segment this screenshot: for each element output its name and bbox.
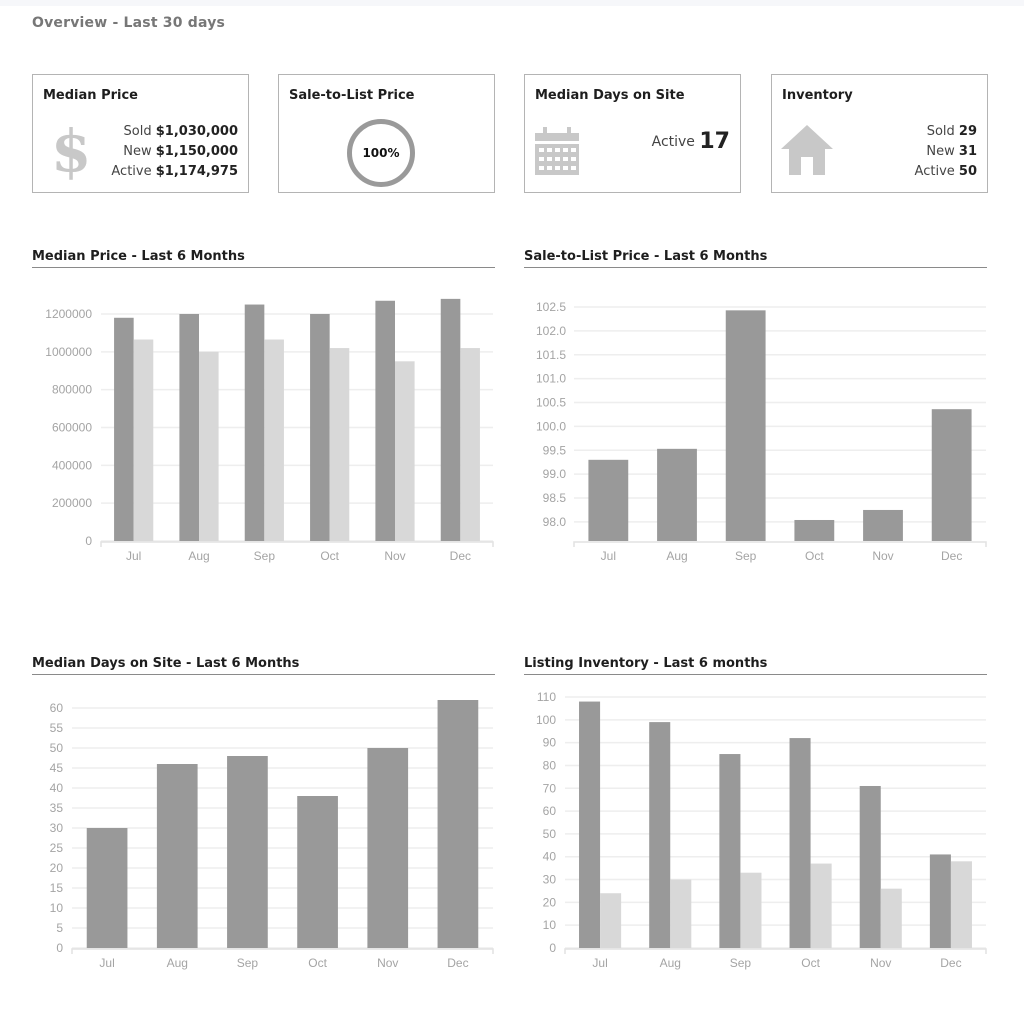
bar-jul-1[interactable] [114,318,134,541]
bar-sep-1[interactable] [227,756,268,948]
x-tick-label: Oct [801,956,820,970]
y-tick-label: 0 [85,534,92,548]
bar-dec-2[interactable] [951,861,972,948]
bar-jul-1[interactable] [588,460,628,541]
y-tick-label: 100 [535,712,556,727]
bar-jul-1[interactable] [87,828,128,948]
y-tick-label: 101.5 [535,347,566,362]
bar-dec-1[interactable] [930,854,951,948]
x-tick-label: Sep [734,549,757,563]
calendar-icon [535,127,579,175]
y-tick-label: 98.5 [542,491,566,506]
stat-label: Active [914,164,955,179]
listing-inventory-chart [512,690,1002,980]
x-tick-label: Aug [188,549,210,563]
stat-value: 17 [699,129,730,154]
y-tick-label: 40 [49,781,63,795]
x-axis [72,949,493,954]
dollar-icon: $ [51,117,92,185]
x-tick-label: Dec [940,549,963,563]
y-tick-label: 45 [49,761,63,775]
x-tick-label: Sep [253,549,276,563]
chart-svg [32,690,497,980]
x-axis [574,542,986,547]
bar-nov-2[interactable] [881,889,902,948]
y-tick-label: 10 [49,901,63,915]
chart-svg [512,690,1002,980]
y-tick-label: 10 [542,918,556,933]
y-tick-label: 35 [49,801,63,815]
y-tick-label: 800000 [51,382,92,397]
stat-value: $1,030,000 [155,124,238,139]
median-price-card [32,74,249,193]
stat-label: New [926,144,955,159]
x-tick-label: Dec [447,956,469,970]
y-tick-label: 100.0 [535,419,566,434]
bar-sep-1[interactable] [719,754,740,948]
stat-row-sold [111,122,238,142]
bar-oct-2[interactable] [330,348,350,541]
listing-inventory-chart-title: Listing Inventory - Last 6 months [524,656,768,671]
y-tick-label: 50 [542,826,556,841]
bar-nov-1[interactable] [367,748,408,948]
sale-to-list-card [278,74,495,193]
x-tick-label: Nov [870,956,892,970]
y-tick-label: 99.5 [542,443,566,458]
chart-svg [32,290,497,570]
bar-oct-1[interactable] [310,314,330,541]
days-on-site-card [524,74,741,193]
stat-row-sold [915,122,977,142]
y-tick-label: 102.5 [535,300,566,314]
bar-nov-1[interactable] [863,510,903,541]
percent-ring [347,119,415,187]
stat-value: $1,150,000 [155,144,238,159]
y-tick-label: 99.0 [542,467,566,482]
y-tick-label: 90 [542,735,556,750]
y-tick-label: 40 [542,849,556,864]
stat-value: $1,174,975 [155,164,238,179]
y-tick-label: 80 [542,758,556,773]
y-tick-label: 101.0 [535,371,566,386]
y-tick-label: 110 [536,690,556,704]
y-tick-label: 15 [49,881,63,895]
bar-aug-2[interactable] [199,352,219,541]
x-tick-label: Jul [600,549,617,563]
days-on-site-chart [32,690,497,980]
bar-oct-1[interactable] [297,796,338,948]
chart-svg [512,290,1002,570]
y-tick-label: 55 [49,721,63,735]
y-tick-label: 5 [56,921,63,935]
divider [32,674,495,675]
median-price-chart [32,290,497,570]
median-price-stats [111,122,238,182]
card-title: Sale-to-List Price [289,88,415,103]
y-tick-label: 60 [542,804,556,819]
percent-value: 100% [362,146,400,160]
x-tick-label: Jul [125,549,142,563]
stat-value: 50 [958,164,977,179]
stat-label: Active [111,164,152,179]
bar-aug-2[interactable] [670,880,691,948]
stat-row-active [111,162,238,182]
y-tick-label: 1000000 [45,344,92,359]
bar-dec-1[interactable] [441,299,461,541]
x-tick-label: Aug [666,549,688,563]
stat-row-new [111,142,238,162]
bar-jul-2[interactable] [600,893,621,948]
inventory-card [771,74,988,193]
stat-value: 29 [958,124,977,139]
stat-label: New [123,144,152,159]
y-tick-label: 25 [49,841,63,855]
days-active-stat [652,129,730,154]
stat-value: 31 [958,144,977,159]
house-icon [781,125,833,175]
bar-aug-1[interactable] [179,314,199,541]
x-axis [101,542,493,547]
y-tick-label: 98.0 [542,514,566,529]
x-tick-label: Oct [320,549,340,563]
bar-sep-1[interactable] [726,310,766,541]
sale-to-list-chart [512,290,1002,570]
bar-sep-2[interactable] [264,340,284,541]
bar-nov-1[interactable] [860,786,881,948]
bar-aug-1[interactable] [657,449,697,541]
sale-to-list-chart-title: Sale-to-List Price - Last 6 Months [524,249,768,264]
x-tick-label: Jul [99,956,115,970]
x-tick-label: Aug [659,956,681,970]
bar-aug-1[interactable] [649,722,670,948]
bar-aug-1[interactable] [157,764,198,948]
y-tick-label: 200000 [51,496,92,511]
stat-label: Active [651,134,695,150]
bar-sep-2[interactable] [740,873,761,948]
bar-jul-2[interactable] [134,340,154,541]
y-tick-label: 400000 [51,458,92,473]
y-tick-label: 600000 [51,420,92,435]
inventory-stats [915,122,977,182]
bar-oct-1[interactable] [794,520,834,541]
y-tick-label: 30 [542,872,556,887]
y-tick-label: 50 [49,741,63,755]
divider [524,267,987,268]
x-tick-label: Dec [449,549,472,563]
y-tick-label: 70 [542,781,556,796]
page-title: Overview - Last 30 days [32,15,226,31]
y-tick-label: 20 [49,861,63,875]
x-tick-label: Sep [729,956,752,970]
top-bar [0,0,1024,6]
stat-label: Sold [123,124,152,139]
y-tick-label: 1200000 [45,307,92,321]
y-tick-label: 0 [56,941,63,955]
x-tick-label: Aug [166,956,188,970]
bar-nov-1[interactable] [375,301,395,541]
median-price-chart-title: Median Price - Last 6 Months [32,249,245,264]
y-tick-label: 102.0 [535,323,566,338]
stat-label: Sold [926,124,955,139]
bar-oct-1[interactable] [790,738,811,948]
y-tick-label: 0 [549,941,556,955]
x-tick-label: Nov [872,549,894,563]
divider [32,267,495,268]
x-tick-label: Sep [236,956,259,970]
card-title: Median Price [43,88,138,103]
y-tick-label: 100.5 [535,395,566,410]
days-on-site-chart-title: Median Days on Site - Last 6 Months [32,656,300,671]
bar-sep-1[interactable] [245,305,265,541]
y-tick-label: 30 [49,821,63,835]
x-axis [565,949,986,954]
x-tick-label: Oct [308,956,327,970]
x-tick-label: Nov [377,956,399,970]
bar-nov-2[interactable] [395,361,415,541]
x-tick-label: Jul [592,956,608,970]
stat-row-active [915,162,977,182]
y-tick-label: 60 [49,701,63,715]
stat-row-new [915,142,977,162]
y-tick-label: 20 [542,895,556,910]
card-title: Inventory [782,88,853,103]
x-tick-label: Oct [804,549,824,563]
bar-dec-1[interactable] [438,700,479,948]
divider [524,674,987,675]
bar-oct-2[interactable] [811,864,832,948]
x-tick-label: Dec [940,956,962,970]
bar-dec-2[interactable] [460,348,480,541]
card-title: Median Days on Site [535,88,685,103]
bar-dec-1[interactable] [932,409,972,541]
bar-jul-1[interactable] [579,702,600,948]
x-tick-label: Nov [384,549,406,563]
